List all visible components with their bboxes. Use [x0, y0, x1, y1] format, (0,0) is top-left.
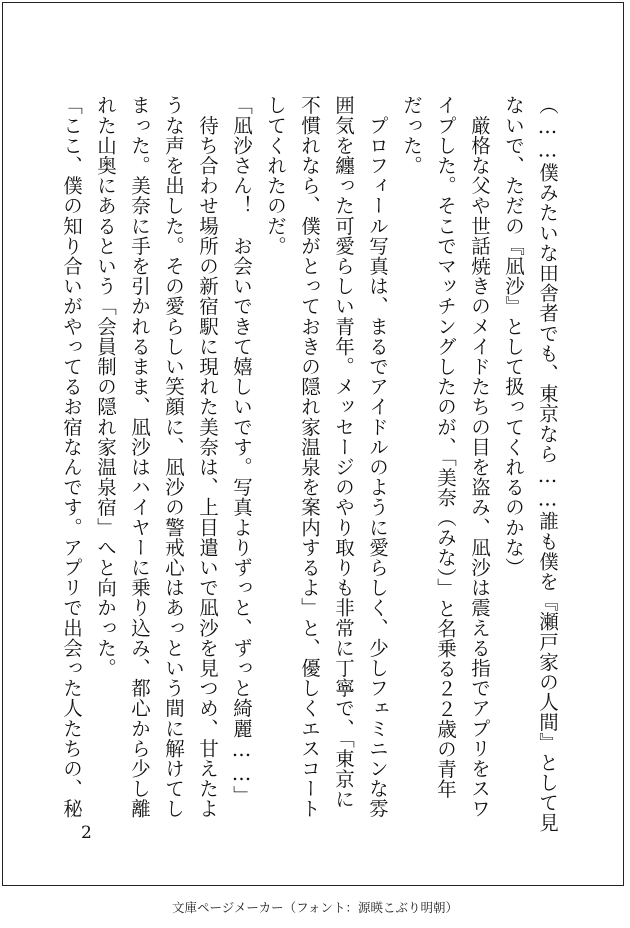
text-line: うな声を出した。その愛らしい笑顔に、凪沙の警戒心はあっという間に解けてし [162, 95, 185, 819]
text-line: だった。 [400, 95, 423, 176]
text-line: 不慣れなら、僕がとっておきの隠れ家温泉を案内するよ」と、優しくエスコート [298, 95, 321, 819]
footer-caption: 文庫ページメーカー（フォント：源暎こぶり明朝） [171, 900, 458, 915]
text-line: 「凪沙さん！ お会いできて嬉しいです。写真よりずっと、ずっと綺麗……」 [230, 95, 253, 806]
text-line: 囲気を纏った可愛らしい青年。メッセージのやり取りも非常に丁寧で、「東京に [332, 95, 355, 809]
text-line: プロフィール写真は、まるでアイドルのように愛らしく、少しフェミニンな雰 [366, 95, 389, 819]
text-line: ないで、ただの『凪沙』として扱ってくれるのかな） [502, 95, 525, 578]
text-line: してくれたのだ。 [264, 95, 287, 256]
text-line: イプした。そこでマッチングしたのが、「美奈（みな）」と名乗る２２歳の青年 [434, 95, 457, 800]
page-number: 2 [81, 823, 92, 843]
text-line: れた山奥にあるという「会員制の隠れ家温泉宿」へと向かった。 [94, 95, 117, 678]
text-line: （……僕みたいな田舎者でも、東京なら……誰も僕を『瀬戸家の人間』として見 [536, 95, 559, 833]
text-line: 厳格な父や世話焼きのメイドたちの目を盗み、凪沙は震える指でアプリをスワ [468, 95, 491, 819]
text-line: まった。美奈に手を引かれるまま、凪沙はハイヤーに乗り込み、都心から少し離 [128, 95, 151, 819]
text-line: 待ち合わせ場所の新宿駅に現れた美奈は、上目遣いで凪沙を見つめ、甘えたよ [196, 95, 219, 819]
text-line: 「ここ、僕の知り合いがやってるお宿なんです。アプリで出会った人たちの、秘 [60, 95, 83, 819]
